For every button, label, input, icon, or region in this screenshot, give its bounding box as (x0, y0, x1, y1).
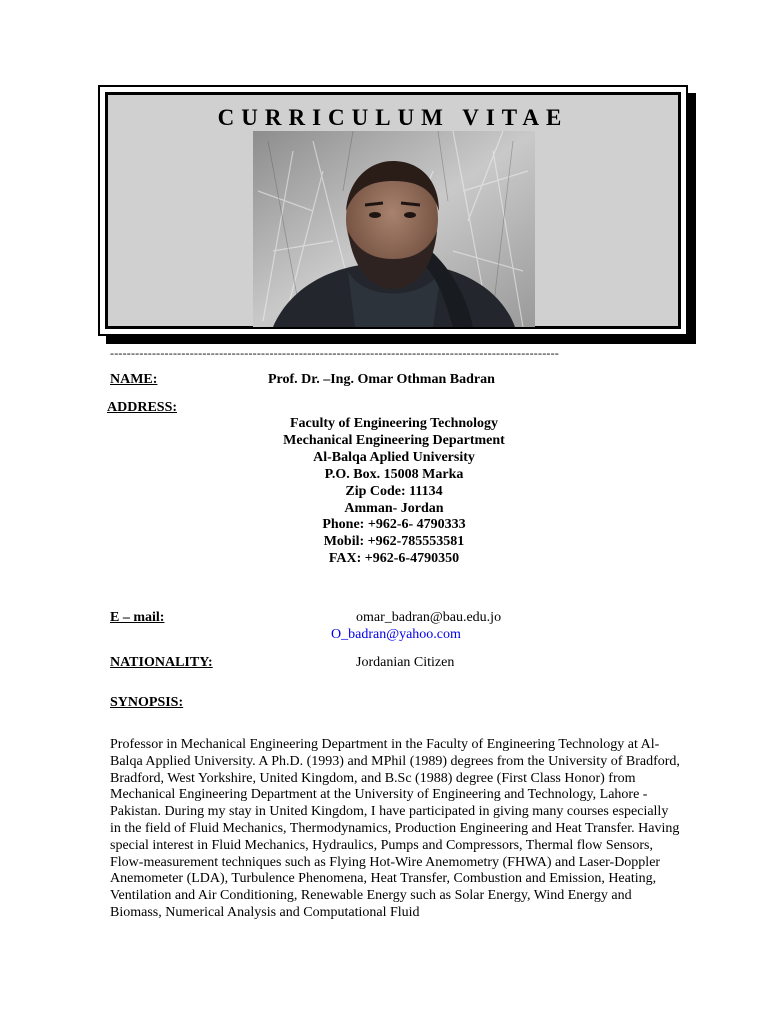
email-primary[interactable]: omar_badran@bau.edu.jo (356, 610, 502, 625)
address-mobile: Mobil: +962-785553581 (323, 534, 465, 550)
cv-title: CURRICULUM VITAE (217, 105, 569, 130)
divider-line: ----------------------------------------------------------------------------------------------------------- (110, 346, 559, 360)
name-label: NAME: (110, 372, 158, 387)
address-line: Amman- Jordan (344, 500, 444, 516)
nationality-value: Jordanian Citizen (356, 655, 455, 670)
address-phone: Phone: +962-6- 4790333 (322, 517, 466, 533)
address-line: Zip Code: 11134 (345, 483, 443, 499)
email-secondary-link[interactable]: O_badran@yahoo.com (331, 627, 461, 642)
address-line: P.O. Box. 15008 Marka (324, 466, 464, 482)
header-frame (98, 85, 688, 336)
address-line: Mechanical Engineering Department (283, 432, 505, 448)
address-fax: FAX: +962-6-4790350 (328, 551, 460, 567)
address-label: ADDRESS: (107, 400, 178, 415)
portrait-photo (253, 131, 535, 327)
address-line: Faculty of Engineering Technology (289, 416, 499, 431)
address-block (245, 416, 543, 568)
synopsis-label: SYNOPSIS: (110, 695, 184, 710)
portrait-image (253, 131, 535, 327)
email-label: E – mail: (110, 610, 165, 625)
header-panel (105, 92, 681, 329)
name-value: Prof. Dr. –Ing. Omar Othman Badran (268, 372, 495, 387)
synopsis-text: Professor in Mechanical Engineering Department in the Faculty of Engineering Technology at Al-Balqa Applied University. A Ph.D. (1993) and MPhil (1989) degrees from the University of Bradford, Bradford, West Yorkshire, United Kingdom, and B.Sc (1988) degree (First Class Honor) from Mechanical Engineering Department at the University of Engineering and Technology, Lahore - Pakistan. During my stay in United Kingdom, I have participated in giving many courses especially in the field of Fluid Mechanics, Thermodynamics, Production Engineering and Heat Transfer. Having special interest in Fluid Mechanics, Hydraulics, Pumps and Compressors, Thermal flow Sensors, Flow-measurement techniques such as Flying Hot-Wire Anemometry (FHWA) and Laser-Doppler Anemometer (LDA), Turbulence Phenomena, Heat Transfer, Combustion and Emission, Heating, Ventilation and Air Conditioning, Renewable Energy such as Solar Energy, Wind Energy and Biomass, Numerical Analysis and Computational Fluid (110, 737, 680, 920)
nationality-label: NATIONALITY: (110, 655, 213, 670)
address-line: Al-Balqa Aplied University (313, 449, 475, 465)
